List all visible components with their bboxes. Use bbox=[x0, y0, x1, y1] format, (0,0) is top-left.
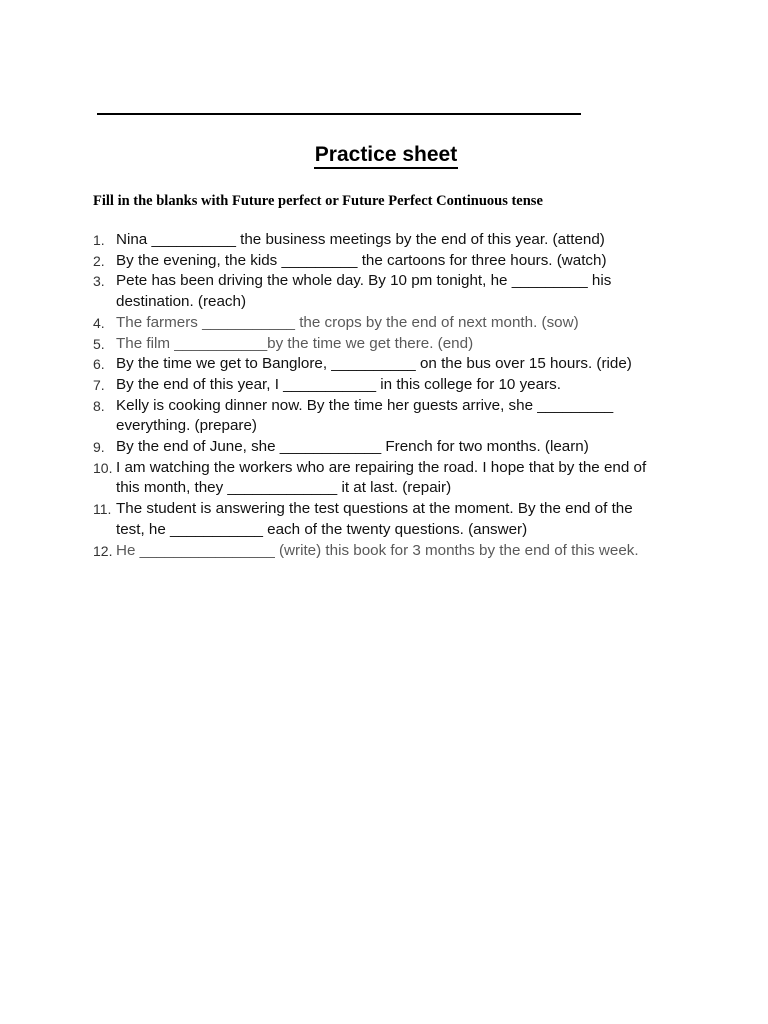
question-text: By the end of June, she ____________ French for two months. (learn) bbox=[116, 438, 589, 456]
question-text: The farmers ___________ the crops by the end of next month. (sow) bbox=[116, 313, 579, 331]
question-item bbox=[0, 334, 661, 355]
question-text: By the end of this year, I ___________ in this college for 10 years. bbox=[116, 375, 561, 393]
question-item bbox=[0, 251, 661, 272]
question-number: 2. bbox=[93, 252, 105, 269]
question-number: 7. bbox=[93, 376, 105, 393]
question-number: 1. bbox=[93, 232, 105, 248]
question-text: The film ___________by the time we get there. (end) bbox=[116, 334, 474, 352]
question-number: 9. bbox=[93, 439, 105, 456]
question-list bbox=[0, 230, 768, 561]
question-text: He ________________ (write) this book for 3 months by the end of this week. bbox=[116, 541, 639, 559]
question-text: I am watching the workers who are repairing the road. I hope that by the end of this month, they _____________ it at last. (repair) bbox=[116, 458, 647, 497]
question-number: 3. bbox=[93, 273, 105, 290]
page-title-text: Practice sheet bbox=[314, 143, 458, 169]
question-number: 5. bbox=[93, 335, 105, 352]
question-text: Kelly is cooking dinner now. By the time her guests arrive, she _________ everything. (prepare) bbox=[116, 396, 614, 435]
page-title bbox=[0, 140, 768, 170]
question-text: By the time we get to Banglore, __________ on the bus over 15 hours. (ride) bbox=[116, 355, 632, 373]
question-number: 12. bbox=[93, 542, 113, 559]
question-item bbox=[0, 458, 661, 499]
question-text: The student is answering the test questions at the moment. By the end of the test, he ___________ each of the twenty questions. (answer) bbox=[116, 500, 633, 538]
question-number: 4. bbox=[93, 314, 105, 331]
question-text: By the evening, the kids _________ the cartoons for three hours. (watch) bbox=[116, 251, 607, 269]
question-item bbox=[0, 375, 661, 396]
question-item bbox=[0, 271, 661, 312]
question-item bbox=[0, 541, 661, 562]
question-item bbox=[0, 230, 661, 251]
name-line bbox=[97, 113, 581, 115]
question-text: Nina __________ the business meetings by the end of this year. (attend) bbox=[116, 231, 605, 248]
question-item bbox=[0, 437, 661, 458]
instructions: Fill in the blanks with Future perfect or Future Perfect Continuous tense bbox=[93, 193, 543, 209]
question-number: 11. bbox=[93, 501, 112, 518]
question-number: 6. bbox=[93, 356, 105, 373]
question-item bbox=[0, 499, 661, 540]
question-item bbox=[0, 396, 661, 437]
question-text: Pete has been driving the whole day. By 10 pm tonight, he _________ his destination. (reach) bbox=[116, 272, 612, 311]
question-item bbox=[0, 354, 661, 375]
question-number: 10. bbox=[93, 459, 113, 476]
question-item bbox=[0, 313, 661, 334]
question-number: 8. bbox=[93, 397, 105, 414]
